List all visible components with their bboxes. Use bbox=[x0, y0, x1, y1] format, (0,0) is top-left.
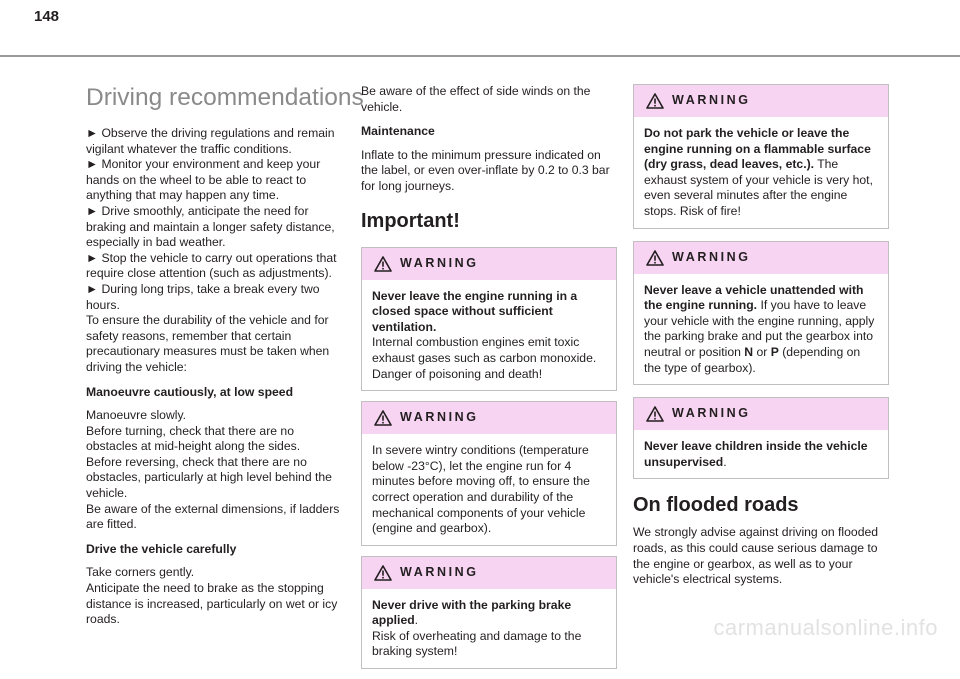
subheading-maintenance: Maintenance bbox=[361, 124, 435, 139]
warning-triangle-icon bbox=[374, 565, 392, 581]
warning-body bbox=[362, 589, 616, 668]
recommendation-1: ► Observe the driving regulations and remain vigilant whatever the traffic conditions. bbox=[86, 126, 335, 156]
warning-triangle-icon bbox=[374, 256, 392, 272]
warning-box-winter bbox=[361, 401, 617, 546]
column-driving-recommendations bbox=[86, 84, 364, 628]
recommendation-5: ► During long trips, take a break every two hours. bbox=[86, 281, 320, 312]
flooded-roads-heading: On flooded roads bbox=[633, 494, 799, 517]
warning-body bbox=[362, 280, 616, 391]
warning-header bbox=[362, 248, 616, 280]
warning-body bbox=[634, 117, 888, 228]
warning-punctuation: . bbox=[414, 613, 419, 628]
warning-header bbox=[362, 557, 616, 589]
warning-triangle-icon bbox=[646, 93, 664, 109]
subheading-drive-carefully: Drive the vehicle carefully bbox=[86, 541, 237, 556]
warning-text-end: (depending on the type of gearbox). bbox=[644, 344, 861, 375]
warning-box-children bbox=[633, 397, 889, 479]
maintenance-text: Inflate to the minimum pressure indicated on the label, or even over-inflate by 0.2 to 0.3 bar for long journeys. bbox=[361, 147, 610, 193]
column-right bbox=[633, 84, 889, 588]
warning-bold-text: Never leave the engine running in a closed space without sufficient ventilation. bbox=[372, 288, 578, 334]
recommendation-2: ► Monitor your environment and keep your hands on the wheel to be able to react to anything that may happen any time. bbox=[86, 157, 321, 203]
warning-bold-text: Never leave a vehicle unattended with the engine running. bbox=[644, 282, 864, 313]
warning-text: Risk of overheating and damage to the braking system! bbox=[372, 628, 582, 659]
page-number: 148 bbox=[34, 8, 60, 25]
warning-box-parking-brake bbox=[361, 556, 617, 669]
drive-text-1: Take corners gently. bbox=[86, 565, 195, 580]
warning-header bbox=[634, 242, 888, 274]
column-middle bbox=[361, 84, 617, 679]
warning-label: WARNING bbox=[400, 255, 479, 270]
manoeuvre-text-1: Manoeuvre slowly. bbox=[86, 408, 187, 423]
drive-text-2: Anticipate the need to brake as the stopping distance is increased, particularly on wet or icy roads. bbox=[86, 581, 338, 627]
warning-label: WARNING bbox=[672, 93, 751, 108]
warning-box-unattended bbox=[633, 241, 889, 386]
warning-label: WARNING bbox=[672, 406, 751, 421]
warning-text: The exhaust system of your vehicle is very hot, even several minutes after the engine stops. Risk of fire! bbox=[644, 157, 873, 218]
manoeuvre-text-3: Before reversing, check that there are no obstacles, particularly at high level behind the vehicle. bbox=[86, 454, 332, 501]
warning-body bbox=[634, 274, 888, 385]
header-rule bbox=[0, 55, 960, 57]
warning-text-or: or bbox=[753, 344, 771, 359]
precaution-intro: To ensure the durability of the vehicle and for safety reasons, remember that certain precautionary measures must be taken when driving the vehicle: bbox=[86, 313, 330, 374]
important-heading: Important! bbox=[361, 209, 460, 232]
warning-header bbox=[362, 402, 616, 434]
warning-box-flammable bbox=[633, 84, 889, 229]
warning-triangle-icon bbox=[646, 406, 664, 422]
warning-triangle-icon bbox=[646, 250, 664, 266]
warning-body bbox=[362, 434, 616, 545]
warning-bold-text: Never drive with the parking brake applied bbox=[372, 597, 572, 628]
side-winds-text: Be aware of the effect of side winds on the vehicle. bbox=[361, 84, 591, 114]
warning-bold-text: Do not park the vehicle or leave the engine running on a flammable surface (dry grass, dead leaves, etc.). bbox=[644, 126, 871, 172]
warning-text: If you have to leave your vehicle with the engine running, apply the parking brake and put the gearbox into neutral or position bbox=[644, 298, 875, 359]
warning-bold-text: Never leave children inside the vehicle unsupervised bbox=[644, 439, 868, 469]
page-title: Driving recommendations bbox=[86, 84, 364, 111]
warning-triangle-icon bbox=[374, 410, 392, 426]
warning-text: Internal combustion engines emit toxic exhaust gases such as carbon monoxide. Danger of poisoning and death! bbox=[372, 335, 597, 381]
manoeuvre-text-4: Be aware of the external dimensions, if ladders are fitted. bbox=[86, 501, 340, 532]
warning-label: WARNING bbox=[672, 249, 751, 264]
recommendation-3: ► Drive smoothly, anticipate the need for braking and maintain a longer safety distance, especially in bad weather. bbox=[86, 203, 335, 250]
flooded-roads-text: We strongly advise against driving on flooded roads, as this could cause serious damage to the engine or gearbox, as well as to your vehicle's electrical systems. bbox=[633, 525, 879, 587]
warning-box-ventilation bbox=[361, 247, 617, 392]
warning-body bbox=[634, 430, 888, 478]
warning-header bbox=[634, 85, 888, 117]
warning-text: In severe wintry conditions (temperature below -23°C), let the engine run for 4 minutes before moving off, to ensure the correct operation and durability of the mechanical components of your vehicle (engine and gearbox). bbox=[372, 443, 590, 536]
warning-header bbox=[634, 398, 888, 430]
warning-punctuation: . bbox=[723, 454, 727, 469]
warning-label: WARNING bbox=[400, 410, 479, 425]
footer-watermark: carmanualsonline.info bbox=[713, 615, 938, 640]
recommendation-4: ► Stop the vehicle to carry out operations that require close attention (such as adjustments). bbox=[86, 250, 337, 281]
warning-label: WARNING bbox=[400, 564, 479, 579]
manoeuvre-text-2: Before turning, check that there are no obstacles at mid-height along the sides. bbox=[86, 423, 301, 454]
gear-position-n: N bbox=[744, 344, 754, 359]
subheading-manoeuvre: Manoeuvre cautiously, at low speed bbox=[86, 384, 294, 399]
gear-position-p: P bbox=[770, 344, 779, 359]
